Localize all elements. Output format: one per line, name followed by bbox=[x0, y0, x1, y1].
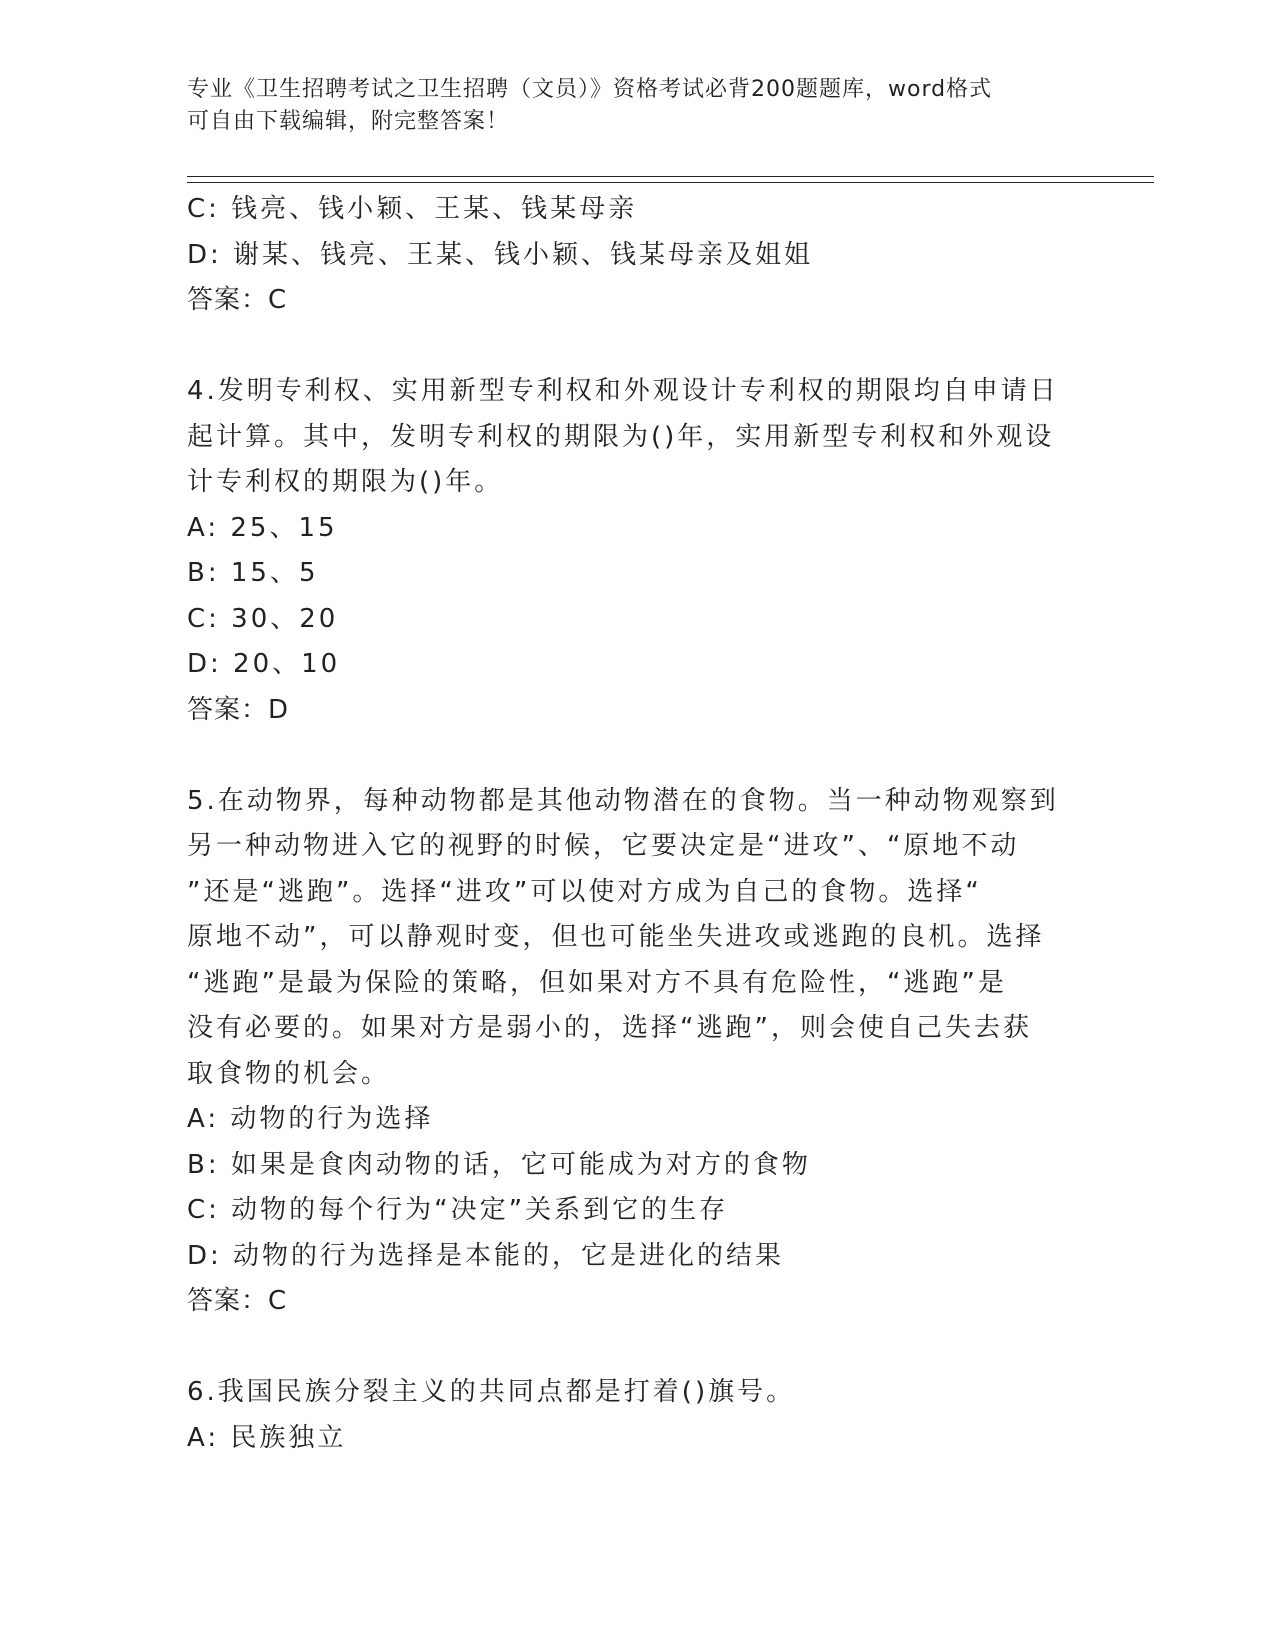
header-line-2: 可自由下载编辑，附完整答案！ bbox=[187, 109, 510, 134]
q5-stem-line: 没有必要的。如果对方是弱小的，选择“逃跑”，则会使自己失去获 bbox=[187, 1013, 1032, 1043]
q3-answer: 答案：C bbox=[187, 285, 288, 315]
q4-option-d: D: 20、10 bbox=[187, 649, 341, 679]
q4-answer: 答案：D bbox=[187, 694, 290, 725]
q4-stem-line: 4.发明专利权、实用新型专利权和外观设计专利权的期限均自申请日 bbox=[187, 376, 1059, 406]
header-divider-top bbox=[187, 176, 1154, 177]
spacer bbox=[187, 1325, 1067, 1371]
q6-stem: 6.我国民族分裂主义的共同点都是打着()旗号。 bbox=[187, 1377, 796, 1407]
q5-option-d: D: 动物的行为选择是本能的，它是进化的结果 bbox=[187, 1240, 785, 1271]
header-divider-bottom bbox=[187, 182, 1154, 183]
q5-stem-line: ”还是“逃跑”。选择“进攻”可以使对方成为自己的食物。选择“ bbox=[187, 876, 982, 907]
question-5 bbox=[187, 779, 1067, 1325]
q4-option-b: B: 15、5 bbox=[187, 558, 319, 588]
spacer bbox=[187, 324, 1067, 370]
q4-stem-line: 计专利权的期限为()年。 bbox=[187, 467, 504, 497]
question-6 bbox=[187, 1370, 1067, 1461]
q4-stem-line: 起计算。其中，发明专利权的期限为()年，实用新型专利权和外观设 bbox=[187, 421, 1055, 452]
spacer bbox=[187, 733, 1067, 779]
q5-option-c: C: 动物的每个行为“决定”关系到它的生存 bbox=[187, 1195, 729, 1225]
document-header bbox=[187, 74, 1067, 138]
q5-answer: 答案：C bbox=[187, 1286, 288, 1316]
q4-option-a: A: 25、15 bbox=[187, 512, 338, 543]
q5-option-b: B: 如果是食肉动物的话，它可能成为对方的食物 bbox=[187, 1149, 811, 1180]
q4-option-c: C: 30、20 bbox=[187, 603, 339, 634]
q5-option-a: A: 动物的行为选择 bbox=[187, 1104, 434, 1134]
q5-stem-line: 另一种动物进入它的视野的时候，它要决定是“进攻”、“原地不动 bbox=[187, 831, 1020, 861]
question-4 bbox=[187, 369, 1067, 733]
q5-stem-line: 5.在动物界，每种动物都是其他动物潜在的食物。当一种动物观察到 bbox=[187, 785, 1059, 816]
q3-option-d: D: 谢某、钱亮、王某、钱小颖、钱某母亲及姐姐 bbox=[187, 239, 814, 270]
q5-stem-line: 原地不动”，可以静观时变，但也可能坐失进攻或逃跑的良机。选择 bbox=[187, 922, 1045, 952]
q5-stem-line: 取食物的机会。 bbox=[187, 1058, 391, 1089]
question-3-tail bbox=[187, 187, 1067, 324]
q5-stem-line: “逃跑”是最为保险的策略，但如果对方不具有危险性，“逃跑”是 bbox=[187, 967, 1007, 998]
question-content bbox=[187, 187, 1067, 1461]
q3-option-c: C: 钱亮、钱小颖、王某、钱某母亲 bbox=[187, 194, 638, 224]
header-line-1: 专业《卫生招聘考试之卫生招聘（文员）》资格考试必背200题题库，word格式 bbox=[187, 77, 993, 102]
q6-option-a: A: 民族独立 bbox=[187, 1422, 347, 1453]
